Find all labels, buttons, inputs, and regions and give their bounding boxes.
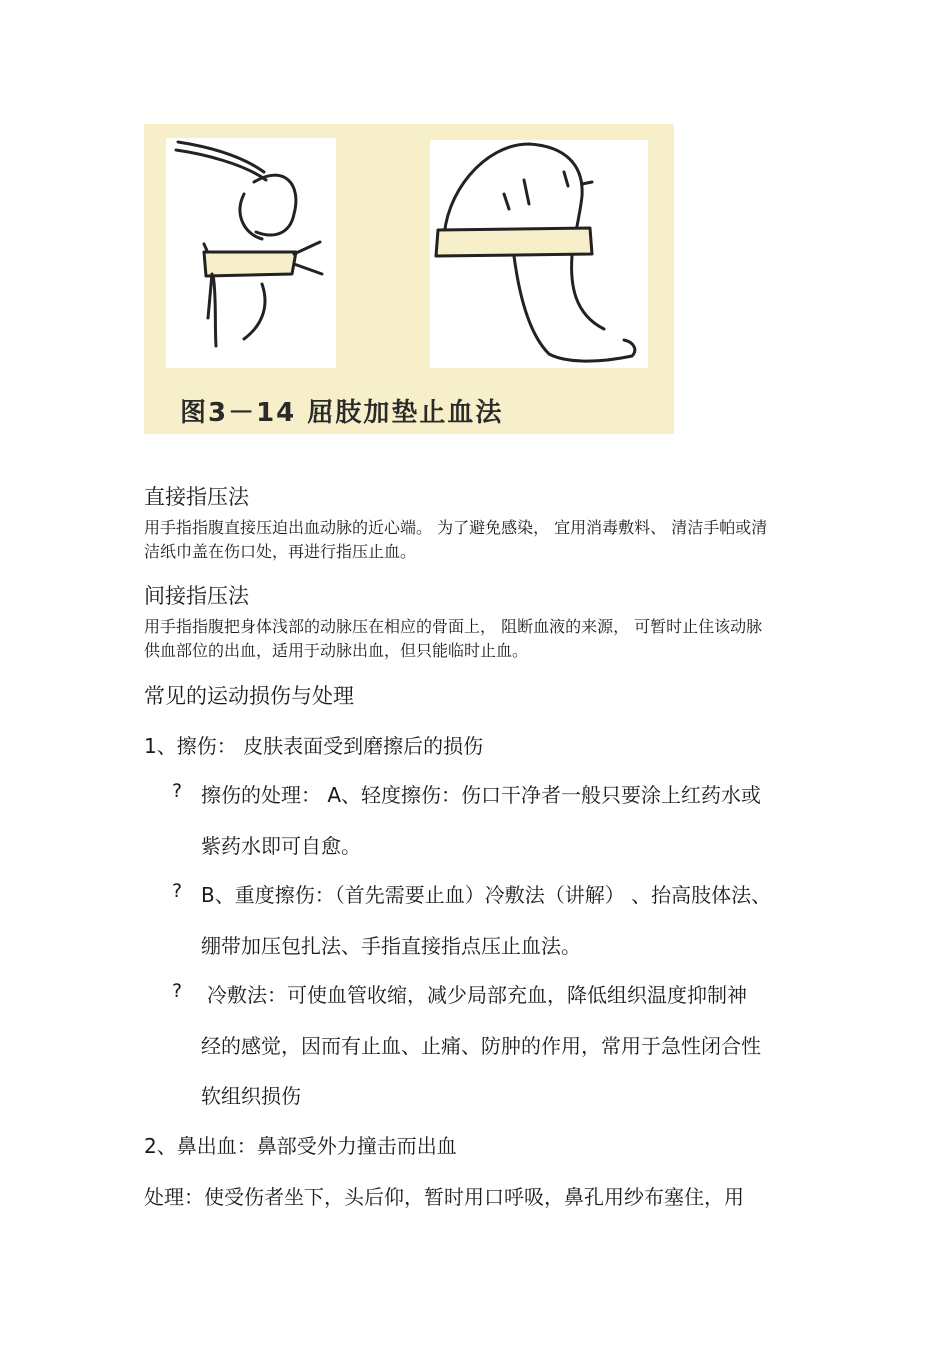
heading-indirect-pressure: 间接指压法 <box>144 584 249 608</box>
bullet-marker: ? <box>172 980 183 1002</box>
paragraph-direct-pressure <box>144 516 864 564</box>
severe-abrasion-line2: 绷带加压包扎法、手指直接指点压止血法。 <box>201 934 581 958</box>
figure-caption: 图3－14 屈肢加垫止血法 <box>180 398 504 428</box>
bandage-left <box>204 252 296 276</box>
cold-compress-line3: 软组织损伤 <box>201 1084 301 1108</box>
nosebleed-treatment: 处理：使受伤者坐下，头后仰，暂时用口呼吸，鼻孔用纱布塞住，用 <box>144 1185 744 1209</box>
abrasion-treatment-line1: 擦伤的处理： A、轻度擦伤：伤口干净者一般只要涂上红药水或 <box>201 783 762 807</box>
figure-illustration <box>144 124 674 434</box>
nosebleed-title: 2、鼻出血：鼻部受外力撞击而出血 <box>144 1134 457 1158</box>
bullet-marker: ? <box>172 780 183 802</box>
bullet-marker: ? <box>172 880 183 902</box>
fist-outline <box>254 175 296 235</box>
abrasion-treatment-line2: 紫药水即可自愈。 <box>201 834 361 858</box>
paragraph-line: 洁纸巾盖在伤口处，再进行指压止血。 <box>144 542 417 561</box>
bandage-right <box>436 228 592 256</box>
tourniquet-drawing <box>144 124 674 434</box>
paragraph-line: 用手指指腹直接压迫出血动脉的近心端。 为了避免感染， 宜用消毒敷料、 清洁手帕或清 <box>144 518 768 537</box>
severe-abrasion-line1: B、重度擦伤：（首先需要止血）冷敷法（讲解） 、抬高肢体法、 <box>201 883 772 907</box>
heading-direct-pressure: 直接指压法 <box>144 485 249 509</box>
paragraph-line: 用手指指腹把身体浅部的动脉压在相应的骨面上， 阻断血液的来源， 可暂时止住该动脉 <box>144 617 763 636</box>
cold-compress-line1: 冷敷法：可使血管收缩，减少局部充血，降低组织温度抑制神 <box>207 983 747 1007</box>
shin-outline <box>514 256 635 361</box>
paragraph-line: 供血部位的出血，适用于动脉出血，但只能临时止血。 <box>144 641 529 660</box>
abrasion-title: 1、擦伤： 皮肤表面受到磨擦后的损伤 <box>144 734 484 758</box>
paragraph-indirect-pressure <box>144 615 864 663</box>
heading-sports-injuries: 常见的运动损伤与处理 <box>144 684 354 708</box>
cold-compress-line2: 经的感觉，因而有止血、止痛、防肿的作用，常用于急性闭合性 <box>201 1034 761 1058</box>
